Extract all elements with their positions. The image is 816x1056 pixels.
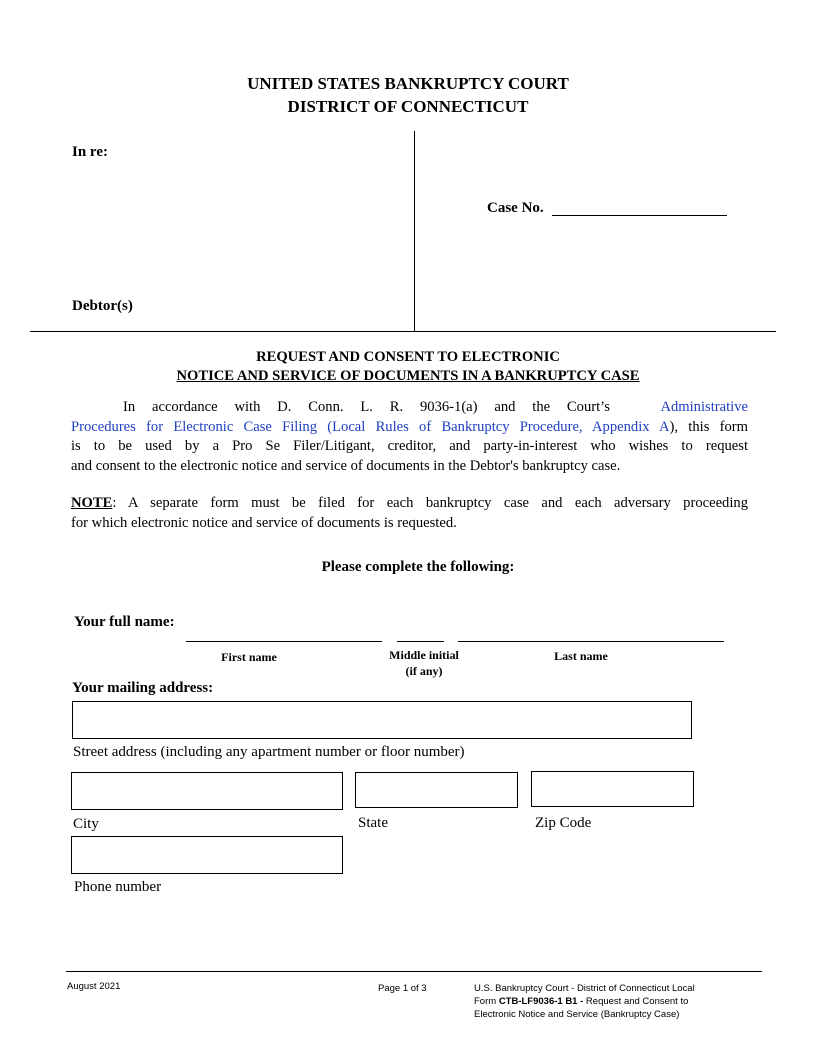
street-address-input[interactable] [72, 701, 692, 739]
middle-initial-line[interactable] [397, 641, 444, 642]
instruction-text: Please complete the following: [321, 559, 515, 575]
footer-date: August 2021 [67, 981, 121, 992]
state-input[interactable] [355, 772, 518, 808]
phone-number-input[interactable] [71, 836, 343, 874]
footer-page-number: Page 1 of 3 [378, 983, 427, 994]
form-title-line1: REQUEST AND CONSENT TO ELECTRONIC [256, 349, 560, 365]
phone-number-caption: Phone number [74, 879, 162, 895]
note-label: NOTE [71, 495, 113, 511]
footer-form-number: CTB-LF9036-1 B1 - [498, 996, 584, 1007]
intro-text: ), this form [669, 418, 748, 435]
zip-code-caption: Zip Code [535, 815, 592, 831]
note-text: : A separate form must be filed for each bankruptcy case and each adversary proceeding [112, 495, 748, 511]
middle-initial-caption: Middle initial [389, 648, 459, 662]
court-district: DISTRICT OF CONNECTICUT [287, 97, 529, 116]
admin-procedures-link-cont[interactable]: Procedures for Electronic Case Filing (Local Rules of Bankruptcy Procedure, Appendix A [71, 418, 670, 435]
in-re-label: In re: [72, 144, 108, 160]
footer-form-description [474, 982, 764, 1021]
caption-divider [414, 131, 415, 332]
footer-desc-line: Form CTB-LF9036-1 B1 - Request and Consent to [474, 996, 689, 1007]
last-name-line[interactable] [458, 641, 724, 642]
note-text: for which electronic notice and service of documents is requested. [71, 514, 457, 531]
first-name-line[interactable] [186, 641, 382, 642]
court-name: UNITED STATES BANKRUPTCY COURT [247, 74, 569, 93]
full-name-label: Your full name: [74, 614, 175, 630]
footer-rule [66, 971, 762, 972]
zip-code-input[interactable] [531, 771, 694, 807]
street-address-caption: Street address (including any apartment number or floor number) [73, 744, 465, 760]
case-number-line[interactable] [552, 215, 727, 216]
footer-desc-line: U.S. Bankruptcy Court - District of Connecticut Local [474, 983, 695, 994]
debtors-label: Debtor(s) [72, 298, 133, 314]
admin-procedures-link[interactable]: Administrative [660, 399, 748, 415]
state-caption: State [358, 815, 388, 831]
middle-initial-caption-note: (if any) [405, 664, 443, 678]
first-name-caption: First name [221, 650, 277, 664]
form-title-line2: NOTICE AND SERVICE OF DOCUMENTS IN A BANKRUPTCY CASE [176, 368, 640, 384]
city-input[interactable] [71, 772, 343, 810]
caption-bottom-rule [30, 331, 776, 332]
note-paragraph [71, 494, 748, 533]
last-name-caption: Last name [554, 649, 608, 663]
mailing-address-label: Your mailing address: [72, 680, 214, 696]
intro-text: is to be used by a Pro Se Filer/Litigant, creditor, and party-in-interest who wishes to request [71, 438, 748, 454]
city-caption: City [73, 816, 99, 832]
intro-paragraph [71, 398, 748, 476]
intro-text: and consent to the electronic notice and service of documents in the Debtor's bankruptcy case. [71, 457, 621, 474]
case-number-label: Case No. [487, 200, 544, 216]
intro-text: In accordance with D. Conn. L. R. 9036-1(a) and the Court’s [123, 399, 610, 415]
footer-desc-line: Electronic Notice and Service (Bankruptcy Case) [474, 1009, 680, 1020]
